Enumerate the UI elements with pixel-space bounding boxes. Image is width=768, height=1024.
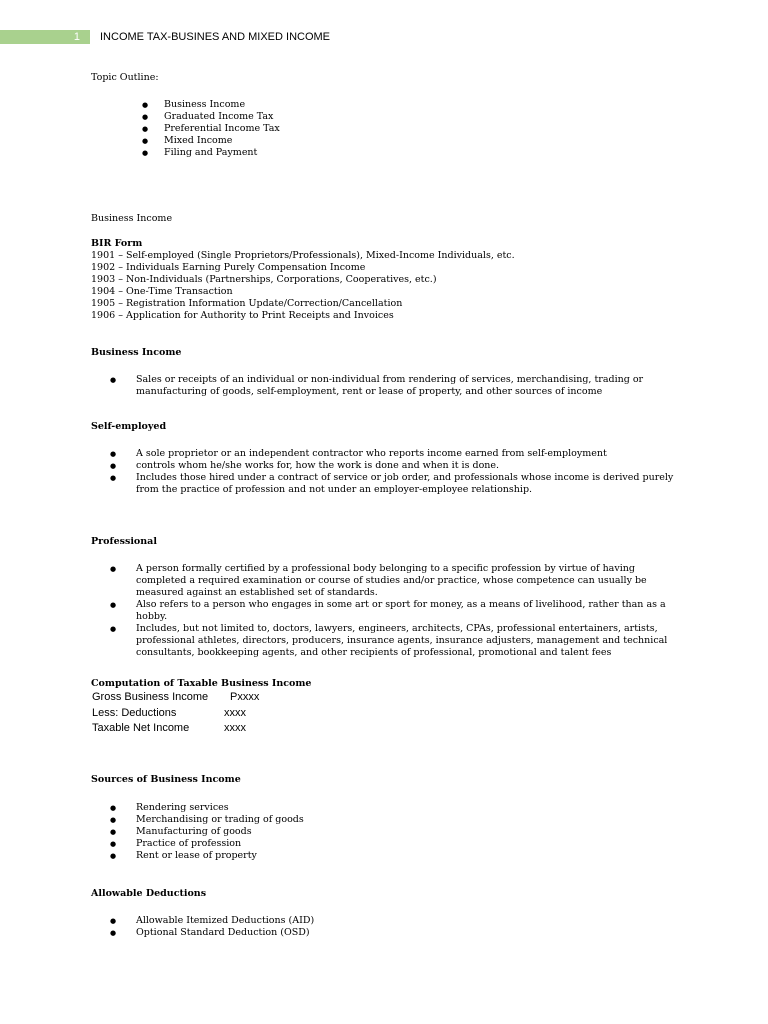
bullet-icon: ● [110,929,117,937]
list-item: ● Filing and Payment [142,147,258,158]
computation-heading: Computation of Taxable Business Income [91,678,312,689]
bullet-icon: ● [142,137,149,145]
bullet-icon: ● [142,101,149,109]
bullet-icon: ● [110,565,117,573]
page-number-badge: 1 [0,30,90,44]
computation-row [92,706,246,722]
list-item: ● A person formally certified by a professional body belonging to a specific profession by virtue of having completed a required examination or course of studies and/or practice, whose competence can usually be measured against an established set of standards. [110,563,647,598]
bullet-icon: ● [142,125,149,133]
topic-outline-heading: Topic Outline: [91,72,159,83]
bir-form-list [91,250,515,322]
bullet-icon: ● [110,462,117,470]
self-employed-heading: Self-employed [91,421,167,432]
bullet-icon: ● [110,816,117,824]
section-heading-business-income: Business Income [91,213,173,224]
bullet-icon: ● [110,840,117,848]
list-item: ● A sole proprietor or an independent contractor who reports income earned from self-employment [110,448,607,459]
list-item: ● Merchandising or trading of goods [110,814,304,825]
bullet-icon: ● [110,625,117,633]
list-item: ● Mixed Income [142,135,233,146]
business-income-heading: Business Income [91,347,182,358]
professional-heading: Professional [91,536,157,547]
list-item: ● Preferential Income Tax [142,123,280,134]
computation-label: Less: Deductions [92,706,177,719]
document-title: INCOME TAX-BUSINES AND MIXED INCOME [100,31,331,43]
computation-table [92,690,260,737]
bullet-icon: ● [110,450,117,458]
deductions-heading: Allowable Deductions [91,888,207,899]
bullet-icon: ● [142,149,149,157]
list-item: ● Includes those hired under a contract of service or job order, and professionals whose income is derived purely from the practice of profession and not under an employer-employee relationship. [110,472,674,495]
bullet-icon: ● [110,474,117,482]
bullet-icon: ● [110,376,117,384]
computation-label: Gross Business Income [92,691,209,703]
list-item: ● Allowable Itemized Deductions (AID) [110,915,315,926]
computation-value: xxxx [224,722,246,734]
self-employed-list [110,448,674,496]
list-item: ● Practice of profession [110,838,242,849]
list-item: ● Sales or receipts of an individual or non-individual from rendering of services, merchandising, trading or manufacturing of goods, self-employment, rent or lease of property, and other sources of income [110,374,644,397]
list-item: ● Includes, but not limited to, doctors, lawyers, engineers, architects, CPAs, professional entertainers, artists, professional athletes, directors, producers, insurance agents, insurance adjusters, management and technical consultants, bookkeeping agents, and other recipients of professional, promotional and talent fees [110,623,668,658]
list-item: ● Business Income [142,99,246,110]
list-item: ● Also refers to a person who engages in some art or sport for money, as a means of livelihood, rather than as a hobby. [110,599,666,622]
computation-value: Pxxxx [230,691,260,703]
list-item: ● Manufacturing of goods [110,826,252,837]
bir-form-line: 1906 – Application for Authority to Print Receipts and Invoices [91,310,394,321]
bir-form-heading: BIR Form [91,238,143,249]
list-item: ● Optional Standard Deduction (OSD) [110,927,310,938]
computation-row [92,690,260,706]
computation-row [92,721,246,737]
bullet-icon: ● [110,917,117,925]
sources-heading: Sources of Business Income [91,774,241,785]
computation-value: xxxx [224,706,246,719]
bir-form-line: 1902 – Individuals Earning Purely Compensation Income [91,262,366,273]
bir-form-line: 1901 – Self-employed (Single Proprietors/Professionals), Mixed-Income Individuals, etc. [91,250,515,261]
list-item: ● Rendering services [110,802,229,813]
bullet-icon: ● [142,113,149,121]
sources-list [110,802,304,862]
list-item: ● Rent or lease of property [110,850,257,861]
computation-label: Taxable Net Income [92,722,190,734]
bullet-icon: ● [110,601,117,609]
bullet-icon: ● [110,804,117,812]
deductions-list [110,915,315,939]
bullet-icon: ● [110,852,117,860]
bir-form-line: 1904 – One-Time Transaction [91,286,233,297]
bullet-icon: ● [110,828,117,836]
business-income-list [110,374,644,398]
list-item: ● controls whom he/she works for, how the work is done and when it is done. [110,460,500,471]
professional-list [110,563,668,659]
bir-form-line: 1905 – Registration Information Update/Correction/Cancellation [91,298,403,309]
topic-outline-list [142,99,280,159]
bir-form-line: 1903 – Non-Individuals (Partnerships, Corporations, Cooperatives, etc.) [91,274,437,285]
list-item: ● Graduated Income Tax [142,111,274,122]
